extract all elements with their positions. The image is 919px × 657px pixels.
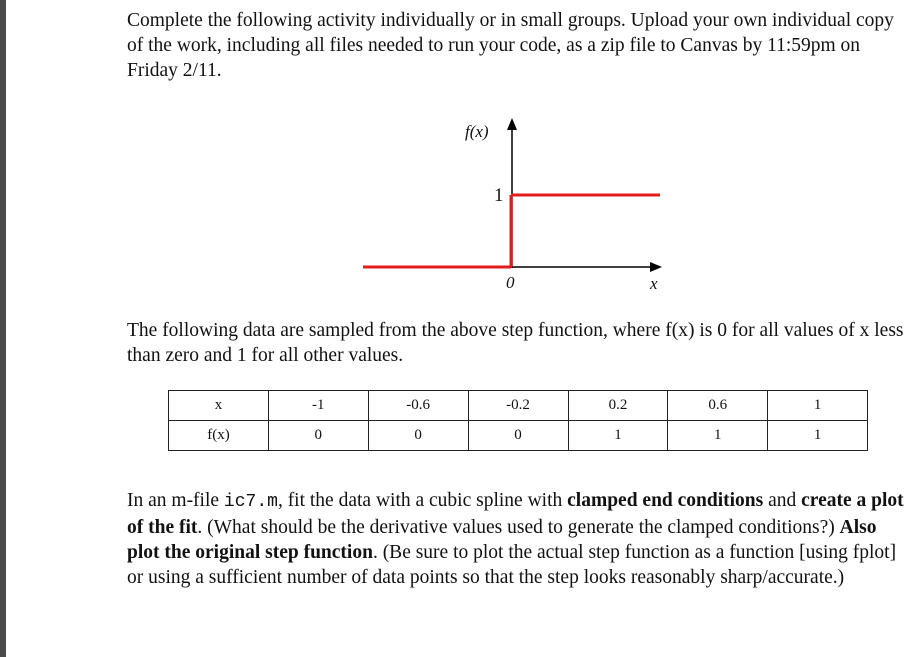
instructions-text: , fit the data with a cubic spline with — [277, 490, 568, 511]
table-cell: -0.6 — [368, 391, 468, 421]
y-axis-label: f(x) — [465, 122, 489, 141]
table-cell: x — [169, 391, 269, 421]
instructions-paragraph — [127, 488, 912, 590]
x-axis-arrow — [650, 262, 662, 272]
table-row-x — [169, 391, 868, 421]
table-cell: 0 — [468, 421, 568, 451]
m-file-name: ic7.m — [223, 492, 278, 512]
y-axis-arrow — [507, 118, 517, 130]
table-cell: 1 — [568, 421, 668, 451]
instructions-text: . (Be sure to plot the actual step function as a function [using fplot] or using a sufficient number of data points so that the step looks reasonably sharp/accurate.) — [127, 542, 897, 588]
table-cell: f(x) — [169, 421, 269, 451]
table-cell: 1 — [768, 421, 868, 451]
emphasis-create-plot: create a plot of the fit — [127, 490, 904, 538]
x-axis-label: x — [650, 274, 658, 293]
emphasis-clamped: clamped end conditions — [567, 490, 764, 511]
origin-label: 0 — [506, 273, 515, 292]
table-cell: 0 — [268, 421, 368, 451]
instructions-text: In an m-file — [127, 490, 224, 511]
step-height-label: 1 — [494, 185, 504, 206]
emphasis-plot-original: Also plot the original step function — [127, 517, 877, 563]
data-table — [168, 390, 868, 451]
instructions-text: . (What should be the derivative values used to generate the clamped conditions?) — [197, 517, 840, 538]
table-cell: 0.6 — [668, 391, 768, 421]
data-intro-paragraph: The following data are sampled from the above step function, where f(x) is 0 for all values of x less than zero and 1 for all other values. — [127, 320, 904, 366]
table-cell: 1 — [768, 391, 868, 421]
instructions-text: and — [763, 490, 802, 511]
table-cell: -0.2 — [468, 391, 568, 421]
table-cell: 0 — [368, 421, 468, 451]
table-cell: 0.2 — [568, 391, 668, 421]
table-cell: -1 — [268, 391, 368, 421]
table-cell: 1 — [668, 421, 768, 451]
table-row-fx — [169, 421, 868, 451]
step-function-figure — [0, 0, 919, 320]
intro-paragraph: Complete the following activity individually or in small groups. Upload your own individual copy of the work, including all files needed to run your code, as a zip file to Canvas by 11:59pm on Friday 2/11. — [127, 10, 894, 81]
